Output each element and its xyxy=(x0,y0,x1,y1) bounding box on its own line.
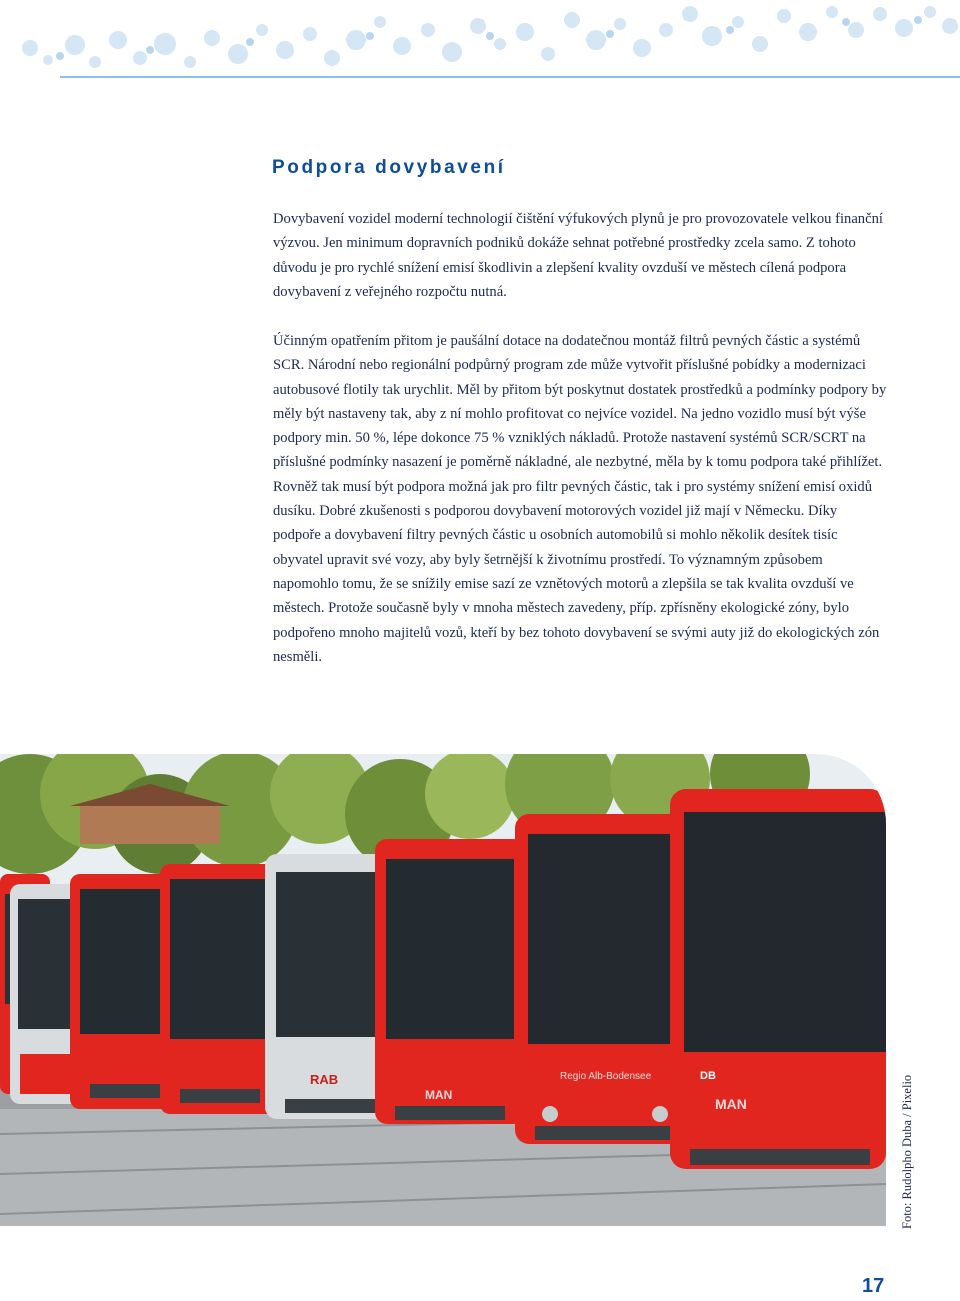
header-rule xyxy=(60,76,960,78)
paragraph-main: Účinným opatřením přitom je paušální dotace na dodatečnou montáž filtrů pevných částic a systémů SCR. Národní nebo regionální podpůrný program zde může vytvořit příslušné pobídky a modernizaci autobusové flotily tak urychlit. Měl by přitom být poskytnut dostatek prostředků a podmínky podpory by měly být nastaveny tak, aby z ní mohlo profitovat co nejvíce vozidel. Na jedno vozidlo musí být výše podpory min. 50 %, lépe dokonce 75 % vzniklých nákladů. Protože nastavení systémů SCR/SCRT na příslušné podmínky nasazení je poměrně nákladné, ale nezbytné, měla by k tomu podpora také přihlížet. Rovněž tak musí být podpora možná jak pro filtr pevných částic, tak i pro systémy snížení emisí oxidů dusíku. Dobré zkušenosti s podporou dovybavení motorových vozidel již mají v Německu. Díky podpoře a dovybavení filtry pevných částic u osobních automobilů si mohlo několik desítek tisíc obyvatel upravit své vozy, aby byly šetrnější k životnímu prostředí. To významným způsobem napomohlo tomu, že se snížily emise sazí ze vznětových motorů a zlepšila se tak kvalita ovzduší ve městech. Protože současně byly v mnoha městech zavedeny, příp. zpřísněny ekologické zóny, bylo podpořeno mnoho majitelů vozů, kteří by bez tohoto dovybavení se svými auty již do ekologických zón nesměli. xyxy=(273,333,887,665)
dots-pattern-icon xyxy=(0,0,960,80)
bus xyxy=(670,789,886,1169)
bus-fleet-photo xyxy=(0,754,886,1226)
paragraph-intro: Dovybavení vozidel moderní technologií čištění výfukových plynů je pro provozovatele velkou finanční výzvou. Jen minimum dopravních podniků dokáže sehnat potřebné prostředky zcela samo. Z tohoto důvodu je pro rychlé snížení emisí škodlivin a zlepšení kvality ovzduší ve městech cílená podpora dovybavení z veřejného rozpočtu nutná. xyxy=(273,211,883,300)
bus xyxy=(375,839,525,1124)
svg-text:MAN: MAN xyxy=(425,1088,453,1102)
svg-text:MAN: MAN xyxy=(715,1096,747,1112)
page-number: 17 xyxy=(862,1275,885,1297)
bus xyxy=(515,814,695,1144)
header-decoration xyxy=(0,0,960,80)
bus-fleet-illustration xyxy=(0,754,886,1226)
photo-credit: Foto: Rudolpho Duba / Pixelio xyxy=(900,1074,914,1229)
svg-text:Regio Alb-Bodensee: Regio Alb-Bodensee xyxy=(560,1071,652,1082)
section-title: Podpora dovybavení xyxy=(272,157,506,178)
svg-text:DB: DB xyxy=(700,1070,716,1082)
bus xyxy=(160,864,280,1114)
svg-text:RAB: RAB xyxy=(310,1072,339,1087)
